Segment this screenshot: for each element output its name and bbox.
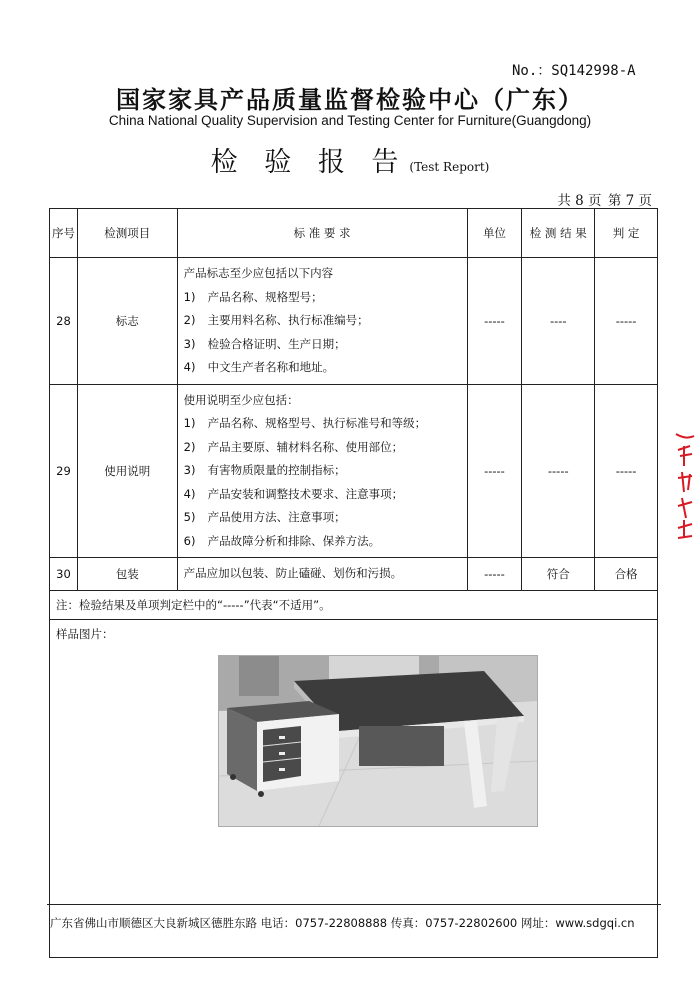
note-row <box>50 590 658 619</box>
row-requirement <box>177 558 467 591</box>
requirement-intro: 产品标志至少应包括以下内容 <box>183 266 334 280</box>
report-title-cn: 检 验 报 告 <box>210 147 408 178</box>
row-item: 标志 <box>77 258 177 385</box>
row-verdict: 合格 <box>595 558 658 591</box>
row-verdict: ----- <box>595 384 658 558</box>
report-number: No.：SQ142998-A <box>512 63 636 79</box>
requirement-point: 4) 产品安装和调整技术要求、注意事项； <box>183 486 404 501</box>
header-verdict: 判 定 <box>595 209 658 258</box>
footer-contact: 广东省佛山市顺德区大良新城区德胜东路 电话：0757-22808888 传真：0757-22802600 网址：www.sdgqi.cn <box>50 916 635 930</box>
requirement-intro: 产品应加以包装、防止磕碰、划伤和污损。 <box>183 566 403 580</box>
table-header-row <box>50 209 658 258</box>
desk-illustration <box>219 656 537 826</box>
report-title <box>0 140 700 179</box>
row-seq: 30 <box>50 558 78 591</box>
row-item: 包装 <box>77 558 177 591</box>
row-seq: 29 <box>50 384 78 558</box>
organization-name-en: China National Quality Supervision and Testing Center for Furniture(Guangdong) <box>108 113 592 128</box>
requirement-point: 1) 产品名称、规格型号、执行标准号和等级； <box>183 416 427 430</box>
requirement-point: 3) 检验合格证明、生产日期； <box>183 336 346 351</box>
seal-fragment-icon <box>672 432 698 542</box>
inspection-table <box>49 208 658 958</box>
inspection-seal <box>672 432 694 547</box>
footer-divider <box>47 904 661 905</box>
header-item: 检测项目 <box>77 209 177 258</box>
row-verdict: ----- <box>595 258 658 385</box>
requirement-point: 2) 主要用料名称、执行标准编号； <box>183 313 369 327</box>
requirement-point: 3) 有害物质限量的控制指标； <box>183 463 346 477</box>
header-seq: 序号 <box>50 209 78 258</box>
requirement-point: 6) 产品故障分析和排除、保养方法。 <box>183 533 381 548</box>
row-result: 符合 <box>522 558 595 591</box>
header-requirement: 标 准 要 求 <box>177 209 467 258</box>
requirement-point: 2) 产品主要原、辅材料名称、使用部位； <box>183 439 404 454</box>
row-item: 使用说明 <box>77 384 177 558</box>
requirement-point: 4) 中文生产者名称和地址。 <box>183 360 335 374</box>
row-requirement <box>177 384 467 558</box>
header-unit: 单位 <box>467 209 522 258</box>
requirement-point: 1) 产品名称、规格型号； <box>183 289 323 304</box>
row-unit: ----- <box>467 558 522 591</box>
table-note: 注：检验结果及单项判定栏中的“-----”代表“不适用”。 <box>50 590 658 619</box>
row-seq: 28 <box>50 258 78 385</box>
report-title-en: (Test Report) <box>409 160 490 174</box>
sample-photo <box>218 655 538 827</box>
photo-label: 样品图片： <box>56 626 114 641</box>
table-row <box>50 258 658 385</box>
row-unit: ----- <box>467 258 522 385</box>
header-result: 检 测 结 果 <box>522 209 595 258</box>
page-total: 共 8 页 <box>557 193 602 209</box>
requirement-point: 5) 产品使用方法、注意事项； <box>183 510 346 524</box>
table-row <box>50 384 658 558</box>
page-indicator <box>555 189 652 209</box>
requirement-intro: 使用说明至少应包括： <box>183 392 299 407</box>
row-unit: ----- <box>467 384 522 558</box>
row-requirement <box>177 258 467 385</box>
row-result: ---- <box>522 258 595 385</box>
organization-name-cn: 国家家具产品质量监督检验中心（广东） <box>116 85 584 114</box>
table-row <box>50 558 658 591</box>
page-current: 第 7 页 <box>607 193 652 209</box>
row-result: ----- <box>522 384 595 558</box>
